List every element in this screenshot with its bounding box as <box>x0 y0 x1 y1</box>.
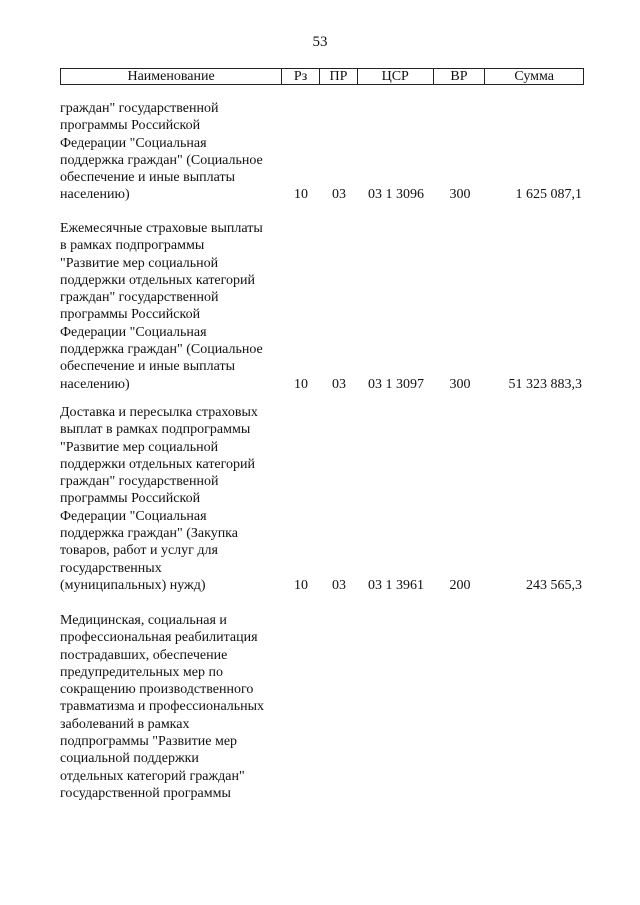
row-codes <box>282 376 584 393</box>
row-sum: 1 625 087,1 <box>515 187 582 203</box>
row-rz: 10 <box>294 187 308 203</box>
row-codes <box>282 186 584 203</box>
row-name: Доставка и пересылка страховых выплат в рамках подпрограммы "Развитие мер социальной поддержки отдельных категорий граждан" государственной программы Российской Федерации "Социальная поддержка граждан" (Закупка товаров, работ и услуг для государственных (муниципальных) нужд) <box>60 405 258 593</box>
row-name: Ежемесячные страховые выплаты в рамках подпрограммы "Развитие мер социальной поддержки отдельных категорий граждан" государственной программы Российской Федерации "Социальная поддержка граждан" (Социальное обеспечение и иные выплаты населению) <box>60 221 263 392</box>
row-codes <box>282 577 584 594</box>
table-row <box>60 404 584 594</box>
table-header <box>60 68 584 85</box>
row-rz: 10 <box>294 376 308 392</box>
row-name: Медицинская, социальная и профессиональная реабилитация пострадавших, обеспечение предупредительных мер по сокращению производственного травматизма и профессиональных заболеваний в рамках подпрограммы "Развитие мер социальной поддержки отдельных категорий граждан" государственной программы <box>60 613 265 801</box>
header-sum: Сумма <box>514 69 555 84</box>
page-number: 53 <box>312 34 328 50</box>
header-rz: Рз <box>282 69 320 84</box>
table-row <box>60 220 584 393</box>
row-vr: 200 <box>449 577 471 593</box>
row-sum: 51 323 883,3 <box>508 376 582 392</box>
row-rz: 10 <box>294 577 308 593</box>
header-name: Наименование <box>61 69 282 84</box>
row-csr: 03 1 3961 <box>368 577 424 593</box>
table-row <box>60 612 584 802</box>
row-vr: 300 <box>449 376 471 392</box>
header-csr: ЦСР <box>358 69 434 84</box>
row-pr: 03 <box>332 577 346 593</box>
table-row <box>60 100 584 204</box>
row-csr: 03 1 3097 <box>368 376 424 392</box>
row-pr: 03 <box>332 376 346 392</box>
row-sum: 243 565,3 <box>526 577 582 593</box>
row-csr: 03 1 3096 <box>368 187 424 203</box>
header-vr: ВР <box>434 69 486 84</box>
row-pr: 03 <box>332 187 346 203</box>
row-vr: 300 <box>449 187 471 203</box>
row-name: граждан" государственной программы Российской Федерации "Социальная поддержка граждан" (Социальное обеспечение и иные выплаты населению) <box>60 101 263 203</box>
header-pr: ПР <box>320 69 358 84</box>
